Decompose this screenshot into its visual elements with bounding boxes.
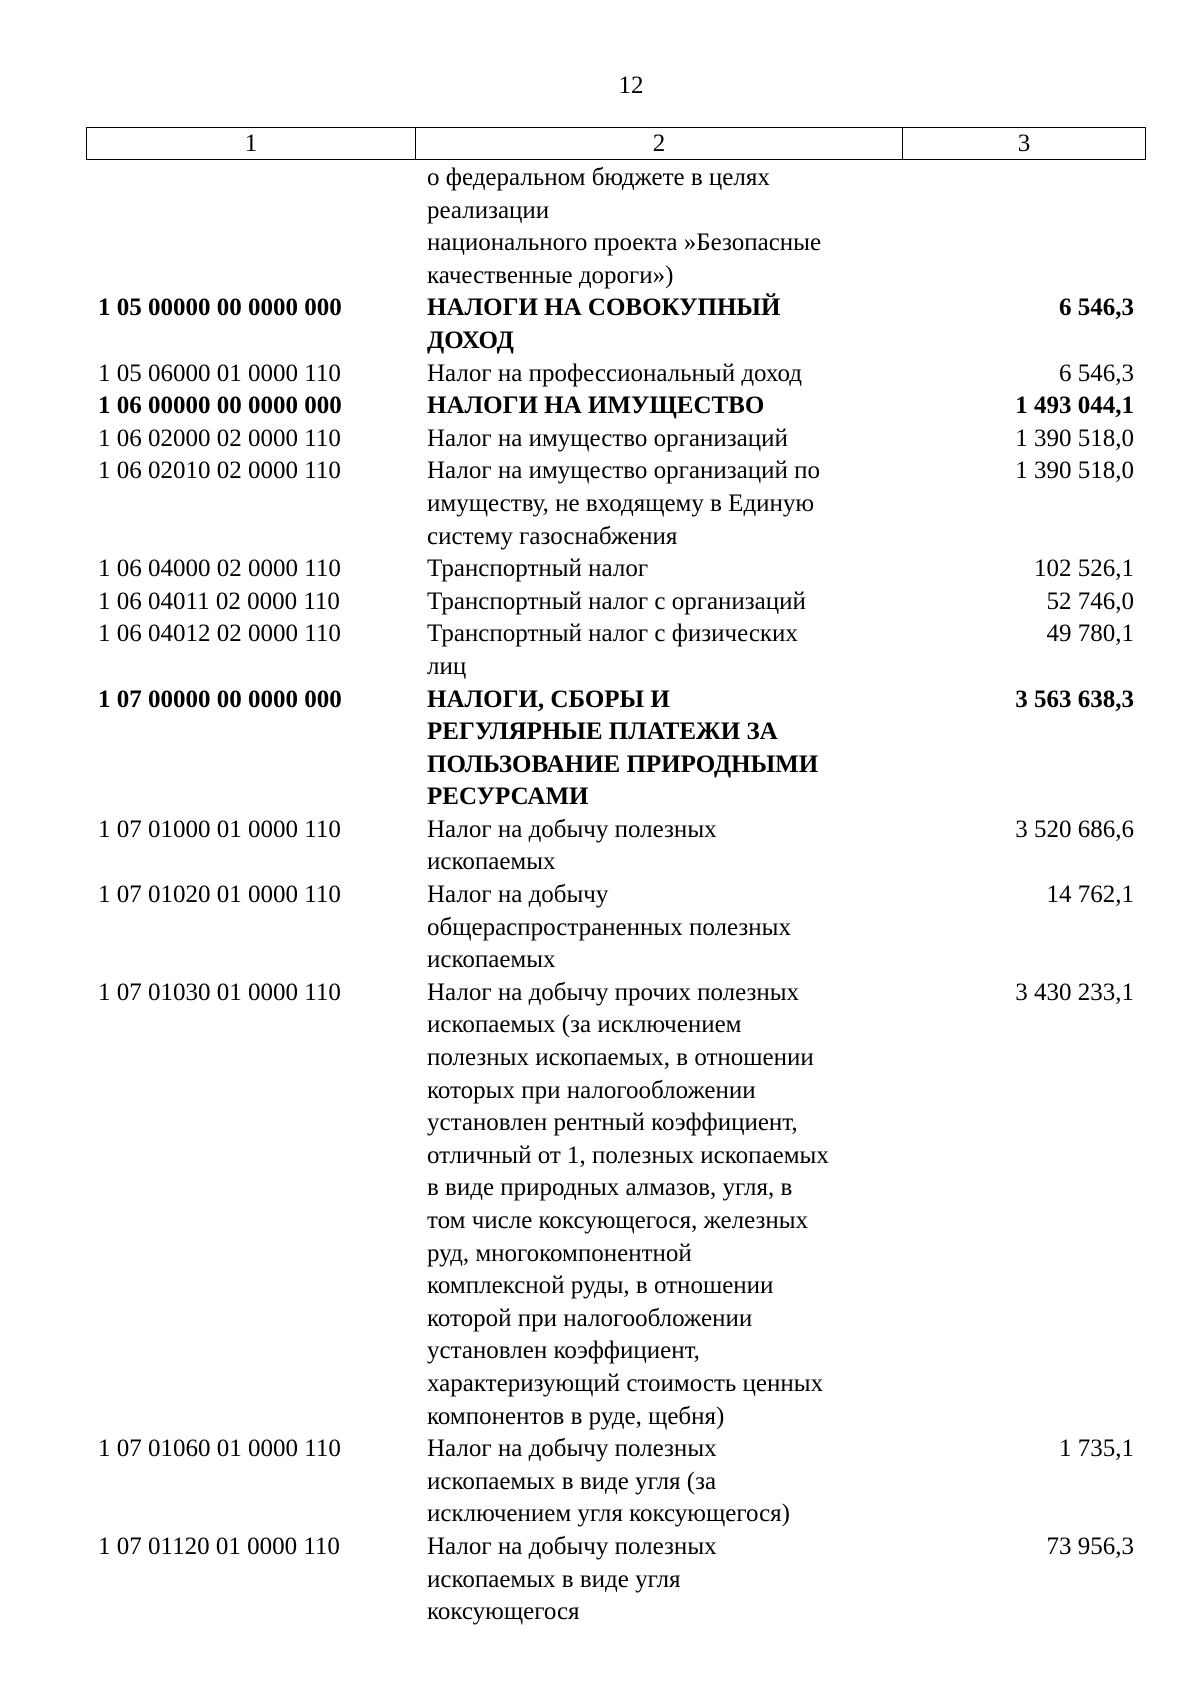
revenue-name-line: Налог на профессиональный доход — [427, 359, 802, 387]
revenue-name-line: НАЛОГИ НА СОВОКУПНЫЙ — [427, 294, 781, 322]
amount: 1 735,1 — [1059, 1435, 1134, 1463]
revenue-name-line: РЕГУЛЯРНЫЕ ПЛАТЕЖИ ЗА — [427, 718, 778, 746]
revenue-name-line: Транспортный налог с физических — [427, 620, 798, 648]
budget-code: 1 07 01120 01 0000 110 — [98, 1532, 340, 1560]
revenue-name — [415, 1433, 902, 1531]
revenue-name-line: Налог на добычу полезных — [427, 815, 717, 843]
budget-code: 1 07 01060 01 0000 110 — [98, 1435, 341, 1463]
table-row — [86, 586, 1146, 619]
table-row — [86, 423, 1146, 456]
amount: 3 430 233,1 — [1015, 978, 1134, 1006]
amount: 1 390 518,0 — [1015, 457, 1134, 485]
revenue-name-line: качественные дороги») — [427, 261, 674, 289]
table-row — [86, 358, 1146, 391]
revenue-name-line: которых при налогообложении — [427, 1076, 756, 1104]
amount: 1 390 518,0 — [1015, 424, 1134, 452]
revenue-name-line: ископаемых в виде угля — [427, 1565, 681, 1593]
revenue-name — [415, 292, 902, 357]
table-row — [86, 390, 1146, 423]
amount: 1 493 044,1 — [1015, 392, 1134, 420]
revenue-name-line: которой при налогообложении — [427, 1304, 753, 1332]
revenue-name — [415, 358, 902, 391]
revenue-name-line: реализации — [427, 196, 550, 224]
revenue-name-line: в виде природных алмазов, угля, в — [427, 1174, 793, 1202]
revenue-name-line: исключением угля коксующегося) — [427, 1500, 790, 1528]
revenue-name — [415, 618, 902, 683]
revenue-name-line: НАЛОГИ НА ИМУЩЕСТВО — [427, 392, 765, 420]
table-body — [86, 162, 1146, 1629]
amount: 73 956,3 — [1046, 1532, 1134, 1560]
revenue-name-line: ископаемых — [427, 848, 556, 876]
amount — [902, 162, 1146, 292]
revenue-name — [415, 423, 902, 456]
table-row — [86, 618, 1146, 683]
amount: 6 546,3 — [1059, 359, 1134, 387]
budget-code: 1 07 01030 01 0000 110 — [98, 978, 341, 1006]
revenue-name-line: Налог на добычу полезных — [427, 1435, 717, 1463]
budget-code: 1 07 01020 01 0000 110 — [98, 881, 341, 909]
budget-code — [86, 162, 415, 292]
revenue-name-line: ископаемых — [427, 946, 556, 974]
revenue-name-line: Налог на имущество организаций по — [427, 457, 820, 485]
budget-code: 1 05 06000 01 0000 110 — [98, 359, 341, 387]
revenue-name-line: руд, многокомпонентной — [427, 1239, 692, 1267]
table-header — [86, 127, 1146, 160]
budget-code: 1 05 00000 00 0000 000 — [98, 294, 342, 322]
table-row — [86, 1531, 1146, 1629]
revenue-name-line: ДОХОД — [427, 326, 514, 354]
revenue-name — [415, 162, 902, 292]
revenue-name-line: Налог на добычу — [427, 881, 609, 909]
page-number: 12 — [618, 72, 644, 99]
revenue-name — [415, 390, 902, 423]
revenue-name-line: характеризующий стоимость ценных — [427, 1369, 824, 1397]
table-row — [86, 977, 1146, 1433]
table-row — [86, 553, 1146, 586]
revenue-name-line: отличный от 1, полезных ископаемых — [427, 1141, 829, 1169]
revenue-name-line: Налог на добычу прочих полезных — [427, 978, 800, 1006]
amount: 52 746,0 — [1046, 587, 1134, 615]
revenue-name-line: систему газоснабжения — [427, 522, 678, 550]
revenue-name-line: полезных ископаемых, в отношении — [427, 1044, 814, 1072]
table-row — [86, 814, 1146, 879]
budget-code: 1 06 02010 02 0000 110 — [98, 457, 341, 485]
revenue-name-line: Налог на добычу полезных — [427, 1532, 717, 1560]
budget-code: 1 06 04000 02 0000 110 — [98, 555, 341, 583]
revenue-name-line: том числе коксующегося, железных — [427, 1207, 809, 1234]
revenue-name-line: компонентов в руде, щебня) — [427, 1402, 725, 1430]
revenue-name-line: комплексной руды, в отношении — [427, 1272, 774, 1300]
revenue-name-line: лиц — [427, 652, 467, 680]
revenue-name — [415, 455, 902, 553]
amount: 14 762,1 — [1046, 881, 1134, 909]
header-col-1: 1 — [87, 128, 416, 159]
budget-code: 1 06 04011 02 0000 110 — [98, 587, 340, 615]
budget-code: 1 06 02000 02 0000 110 — [98, 424, 341, 452]
header-col-2: 2 — [416, 128, 903, 159]
header-col-3: 3 — [1017, 130, 1031, 157]
amount: 6 546,3 — [1059, 294, 1134, 322]
budget-code: 1 07 00000 00 0000 000 — [98, 685, 342, 713]
table-row — [86, 684, 1146, 814]
revenue-name-line: имуществу, не входящему в Единую — [427, 489, 815, 517]
budget-code: 1 06 04012 02 0000 110 — [98, 620, 341, 648]
table-row — [86, 879, 1146, 977]
revenue-name-line: о федеральном бюджете в целях — [427, 164, 770, 191]
revenue-name — [415, 977, 902, 1433]
amount: 49 780,1 — [1046, 620, 1134, 648]
amount: 102 526,1 — [1034, 555, 1134, 583]
revenue-name-line: установлен рентный коэффициент, — [427, 1109, 798, 1137]
table-row — [86, 455, 1146, 553]
revenue-name-line: общераспространенных полезных — [427, 913, 791, 941]
revenue-name-line: национального проекта »Безопасные — [427, 229, 822, 257]
revenue-name-line: НАЛОГИ, СБОРЫ И — [427, 685, 670, 713]
revenue-name — [415, 1531, 902, 1629]
revenue-name-line: ископаемых (за исключением — [427, 1011, 742, 1039]
revenue-name-line: ПОЛЬЗОВАНИЕ ПРИРОДНЫМИ — [427, 750, 819, 778]
revenue-name-line: установлен коэффициент, — [427, 1337, 700, 1365]
revenue-name-line: Налог на имущество организаций — [427, 424, 788, 452]
table-row — [86, 292, 1146, 357]
revenue-name — [415, 879, 902, 977]
table-row — [86, 162, 1146, 292]
budget-code: 1 06 00000 00 0000 000 — [98, 392, 342, 420]
revenue-name-line: РЕСУРСАМИ — [427, 783, 589, 811]
budget-code: 1 07 01000 01 0000 110 — [98, 815, 341, 843]
revenue-name — [415, 586, 902, 619]
revenue-name-line: Транспортный налог с организаций — [427, 587, 806, 615]
revenue-name-line: коксующегося — [427, 1598, 580, 1626]
revenue-name-line: Транспортный налог — [427, 555, 649, 583]
revenue-name — [415, 814, 902, 879]
amount: 3 563 638,3 — [1015, 685, 1134, 713]
revenue-name — [415, 553, 902, 586]
revenue-name — [415, 684, 902, 814]
table-row — [86, 1433, 1146, 1531]
amount: 3 520 686,6 — [1015, 815, 1134, 843]
revenue-name-line: ископаемых в виде угля (за — [427, 1467, 717, 1495]
